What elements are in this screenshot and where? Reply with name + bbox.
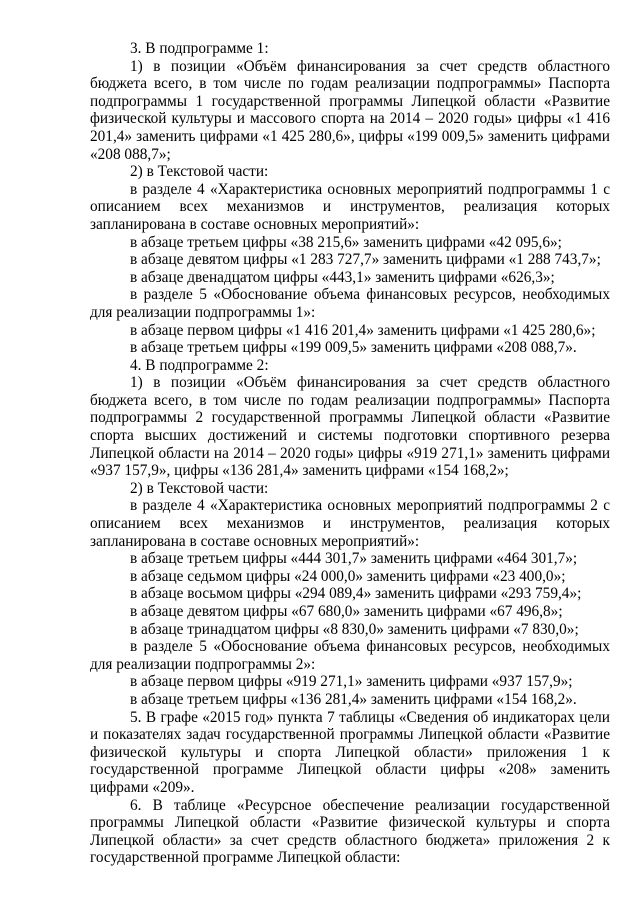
paragraph-12: 1) в позиции «Объём финансирования за счет средств областного бюджета всего, в том числе по годам реализации подпрограммы» Паспорта подпрограммы 2 государственной программы Липецкой области «Развитие спорта высших достижений и системы подготовки спортивного резерва Липецкой области на 2014 – 2020 годы» цифры «919 271,1» заменить цифрами «937 157,9», цифры «136 281,4» заменить цифрами «154 168,2»; (90, 374, 610, 480)
document-page (90, 40, 610, 867)
paragraph-24: 6. В таблице «Ресурсное обеспечение реализации государственной программы Липецкой области «Развитие физической культуры и спорта Липецкой области» за счет средств областного бюджета» приложения 2 к государственной программе Липецкой области: (90, 796, 610, 867)
paragraph-6: в абзаце девятом цифры «1 283 727,7» заменить цифрами «1 288 743,7»; (130, 251, 601, 269)
paragraph-3: 2) в Текстовой части: (130, 163, 269, 181)
paragraph-1: 3. В подпрограмме 1: (130, 40, 269, 57)
paragraph-23: 5. В графе «2015 год» пункта 7 таблицы «Сведения об индикаторах цели и показателях задач государственной программы Липецкой области «Развитие физической культуры и спорта Липецкой области» приложения 1 к государственной программе Липецкой области цифры «208» заменить цифрами «209». (90, 708, 610, 796)
paragraph-4: в разделе 4 «Характеристика основных мероприятий подпрограммы 1 с описанием всех механизмов и инструментов, реализация которых запланирована в составе основных мероприятий»: (90, 180, 610, 233)
paragraph-11: 4. В подпрограмме 2: (130, 356, 269, 374)
paragraph-19: в абзаце тринадцатом цифры «8 830,0» заменить цифрами «7 830,0»; (130, 620, 579, 638)
paragraph-14: в разделе 4 «Характеристика основных мероприятий подпрограммы 2 с описанием всех механизмов и инструментов, реализация которых запланирована в составе основных мероприятий»: (90, 497, 610, 550)
paragraph-21: в абзаце первом цифры «919 271,1» заменить цифрами «937 157,9»; (130, 673, 573, 691)
paragraph-13: 2) в Текстовой части: (130, 479, 269, 497)
paragraph-9: в абзаце первом цифры «1 416 201,4» заменить цифрами «1 425 280,6»; (130, 321, 596, 339)
paragraph-18: в абзаце девятом цифры «67 680,0» заменить цифрами «67 496,8»; (130, 603, 563, 620)
paragraph-7: в абзаце двенадцатом цифры «443,1» заменить цифрами «626,3»; (130, 268, 555, 286)
paragraph-8: в разделе 5 «Обоснование объема финансовых ресурсов, необходимых для реализации подпрограммы 1»: (90, 286, 610, 321)
paragraph-22: в абзаце третьем цифры «136 281,4» заменить цифрами «154 168,2». (130, 690, 577, 708)
paragraph-15: в абзаце третьем цифры «444 301,7» заменить цифрами «464 301,7»; (130, 550, 578, 568)
paragraph-2: 1) в позиции «Объём финансирования за счет средств областного бюджета всего, в том числе по годам реализации подпрограммы» Паспорта подпрограммы 1 государственной программы Липецкой области «Развитие физической культуры и массового спорта на 2014 – 2020 годы» цифры «1 416 201,4» заменить цифрами «1 425 280,6», цифры «199 009,5» заменить цифрами «208 088,7»; (90, 57, 610, 163)
paragraph-5: в абзаце третьем цифры «38 215,6» заменить цифрами «42 095,6»; (130, 233, 562, 251)
paragraph-10: в абзаце третьем цифры «199 009,5» заменить цифрами «208 088,7». (130, 339, 577, 357)
paragraph-17: в абзаце восьмом цифры «294 089,4» заменить цифрами «293 759,4»; (130, 585, 582, 603)
paragraph-16: в абзаце седьмом цифры «24 000,0» заменить цифрами «23 400,0»; (130, 567, 566, 585)
paragraph-20: в разделе 5 «Обоснование объема финансовых ресурсов, необходимых для реализации подпрограммы 2»: (90, 638, 610, 673)
